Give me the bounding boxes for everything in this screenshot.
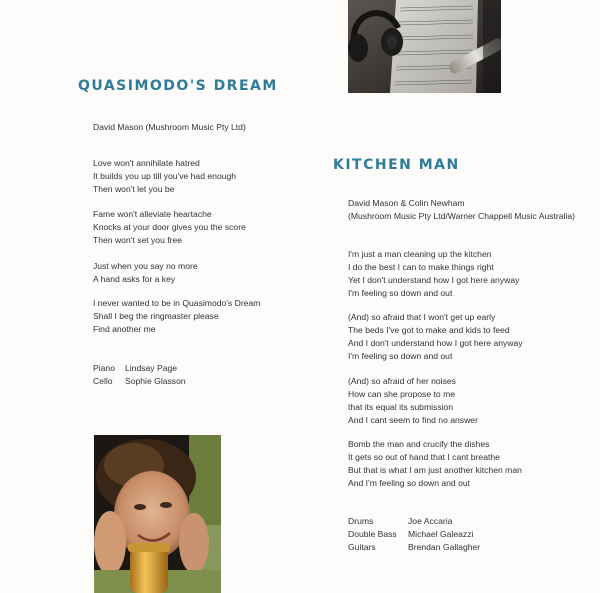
lyrics-verse-4	[348, 438, 522, 490]
musician-row	[348, 528, 480, 541]
studio-photo	[348, 0, 501, 93]
portrait-photo	[94, 435, 221, 593]
lyric-line: It builds you up till you've had enough	[93, 171, 237, 181]
musician-row	[348, 541, 480, 554]
musician-credits	[93, 362, 186, 388]
songwriter-credit: David Mason (Mushroom Music Pty Ltd)	[93, 122, 246, 132]
lyrics-verse-4	[93, 297, 260, 336]
lyrics-verse-3	[93, 260, 198, 286]
lyric-line: I'm feeling so down and out	[348, 288, 453, 298]
lyric-line: And I'm feeling so down and out	[348, 478, 471, 488]
lyric-line: Shall I beg the ringmaster please	[93, 311, 219, 321]
lyric-line: I do the best I can to make things right	[348, 262, 494, 272]
instrument-label: Drums	[348, 516, 374, 526]
lyric-line: It gets so out of hand that I cant breathe	[348, 452, 500, 462]
lyrics-verse-3	[348, 375, 478, 427]
lyric-line: Find another me	[93, 324, 156, 334]
lyrics-verse-2	[93, 208, 246, 247]
song-title-quasimodos-dream: QUASIMODO'S DREAM	[78, 78, 278, 94]
lyric-line: A hand asks for a key	[93, 274, 176, 284]
lyric-line: Then won't let you be	[93, 184, 175, 194]
lyric-line: But that is what I am just another kitchen man	[348, 465, 522, 475]
musician-credits	[348, 515, 480, 554]
lyric-line: I'm just a man cleaning up the kitchen	[348, 249, 492, 259]
musician-row	[348, 515, 480, 528]
credit-line: David Mason & Colin Newham	[348, 198, 465, 208]
lyric-line: Fame won't alleviate heartache	[93, 209, 212, 219]
lyric-line: Knocks at your door gives you the score	[93, 222, 246, 232]
lyric-line: I'm feeling so down and out	[348, 351, 453, 361]
musician-name: Joe Accaria	[408, 516, 453, 526]
instrument-label: Cello	[93, 376, 113, 386]
lyric-line: Bomb the man and crucify the dishes	[348, 439, 490, 449]
lyric-line: And I cant seem to find no answer	[348, 415, 478, 425]
credit-line: (Mushroom Music Pty Ltd/Warner Chappell Music Australia)	[348, 211, 576, 221]
musician-name: Michael Galeazzi	[408, 529, 474, 539]
musician-name: Sophie Glasson	[124, 376, 186, 386]
lyric-line: Just when you say no more	[93, 261, 198, 271]
lyrics-verse-1	[348, 248, 519, 300]
lyric-line: The beds I've got to make and kids to feed	[348, 325, 510, 335]
lyric-line: I never wanted to be in Quasimodo's Dream	[93, 298, 261, 308]
lyric-line: Yet I don't understand how I got here anyway	[348, 275, 520, 285]
lyric-line: Then won't set you free	[93, 235, 183, 245]
lyric-line: that its equal its submission	[348, 402, 454, 412]
instrument-label: Guitars	[348, 542, 376, 552]
lyric-line: (And) so afraid of her noises	[348, 376, 456, 386]
lyric-line: And I don't understand how I got here anyway	[348, 338, 523, 348]
song-title-kitchen-man: KITCHEN MAN	[333, 157, 460, 173]
songwriter-credit	[348, 197, 575, 223]
lyrics-verse-2	[348, 311, 523, 363]
lyric-line: Love won't annihilate hatred	[93, 158, 200, 168]
musician-name: Lindsay Page	[124, 363, 178, 373]
instrument-label: Double Bass	[348, 529, 397, 539]
instrument-label: Piano	[93, 363, 115, 373]
lyrics-verse-1	[93, 157, 236, 196]
musician-row	[93, 362, 186, 375]
musician-row	[93, 375, 186, 388]
lyric-line: (And) so afraid that I won't get up early	[348, 312, 496, 322]
musician-name: Brendan Gallagher	[408, 542, 481, 552]
lyric-line: How can she propose to me	[348, 389, 456, 399]
